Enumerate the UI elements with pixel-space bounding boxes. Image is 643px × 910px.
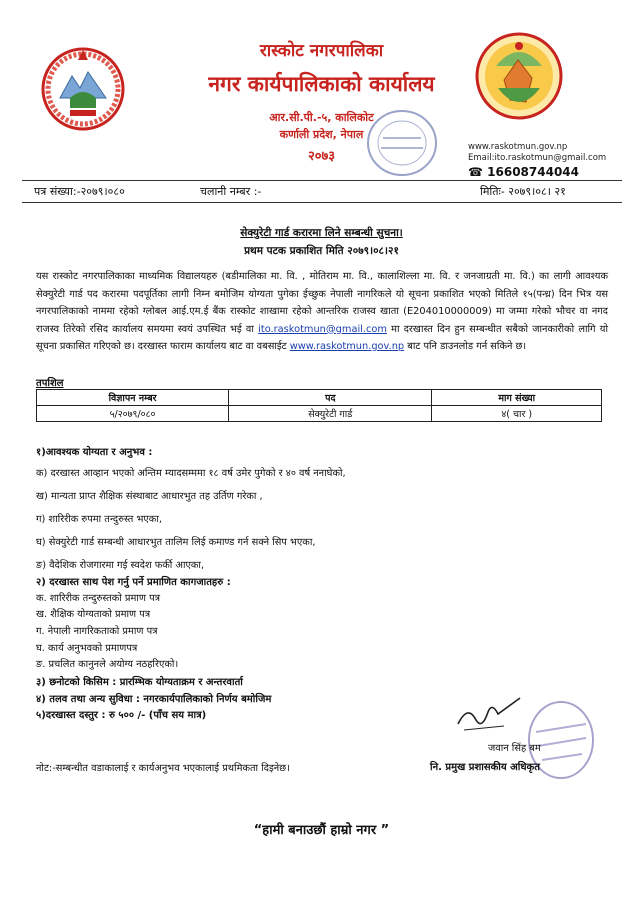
list-item: ङ. प्रचलित कानुनले अयोग्य नठहरिएको। — [36, 659, 179, 670]
footer-slogan: “हामी बनाउछौं हाम्रो नगर ” — [253, 823, 390, 838]
cell-ad-number: ५/२०७९/०८० — [37, 406, 229, 422]
table-row — [37, 406, 602, 422]
header-top-rule — [22, 180, 622, 181]
email-link[interactable]: ito.raskotmun@gmail.com — [258, 323, 387, 335]
phone-line — [468, 165, 579, 179]
office-name: नगर कार्यपालिकाको कार्यालय — [208, 72, 435, 96]
list-item: ग. नेपाली नागरिकताको प्रमाण पत्र — [36, 626, 158, 637]
phone-icon: ☎ — [468, 165, 483, 179]
list-item: क. शारिरीक तन्दुरुस्तको प्रमाण पत्र — [36, 593, 161, 604]
municipality-name: रास्कोट नगरपालिका — [259, 41, 384, 61]
list-item: ङ) वैदेशिक रोजगारमा गई स्वदेश फर्की आएका, — [36, 560, 205, 571]
signature-mark-icon — [454, 690, 524, 734]
office-province: कर्णाली प्रदेश, नेपाल — [279, 128, 364, 141]
phone-number: 16608744044 — [487, 165, 579, 179]
col-header-ad-number: विज्ञापन नम्बर — [37, 390, 229, 406]
signatory-name: जवान सिंह बम — [488, 743, 541, 754]
notice-subtitle: प्रथम पटक प्रकाशित मिति २०७९।०८।२१ — [244, 245, 399, 257]
selection-method: ३) छनोटको किसिम : प्रारम्भिक योग्यताक्रम र अन्तरवार्ता — [36, 677, 243, 688]
list-item: क) दरखास्त आव्हान भएको अन्तिम म्यादसम्ममा १८ वर्ष उमेर पुगेको र ४० वर्ष ननाघेको, — [36, 468, 346, 479]
salary-facility: ४) तलव तथा अन्य सुविधा : नगरकार्यपालिकाको निर्णय बमोजिम — [36, 694, 272, 705]
col-header-post: पद — [229, 390, 432, 406]
col-header-demand: माग संख्या — [432, 390, 602, 406]
email-text: Email:ito.raskotmun@gmail.com — [468, 153, 607, 163]
body-text-1: यस रास्कोट नगरपालिकाका माध्यमिक विद्यालयहरु (बडीमालिका मा. वि. , मोतिराम मा. वि., कालाशिल्ला मा. वि. र जनजाग्रती मा. वि.) का लागी आवश्यक सेक्युरेटी गार्ड पद करारमा पदपूर्तिका लागी निम्न बमोजिम योग्यता पुगेका ईच्छुक नेपाली नागरिकले यो सूचना प्रकाशित भएको मितिले १५(पन्ध्र) दिन भित्र यस नगरपालिकाको नाममा रहेको ग्लोबल आई.एम.ई बैंक रास्कोट शाखामा रहेको आन्तरिक राजस्व खाता (E204010000009) मा जम्मा गरेको भौचर वा नगद राजस्व तिरेको रसिद कार्यालय समयमा स्वयं उपस्थित भई वा — [36, 271, 608, 335]
list-item: घ) सेक्युरेटी गार्ड सम्बन्धी आधारभुत तालिम लिई कमाण्ड गर्न सक्ने सिप भएका, — [36, 537, 316, 548]
established-year: २०७३ — [307, 149, 336, 164]
body-text-2: मा दरखास्त दिन हुन सम्बन्धीत सबैको जानकारीको लागि यो सूचना प्रकासित गरिएको छ। दरखास्त फाराम कार्यालय बाट वा वबसाईट — [36, 323, 608, 352]
list-item: घ. कार्य अनुभवको प्रमाणपत्र — [36, 643, 138, 654]
list-item: ख) मान्यता प्राप्त शैक्षिक संस्थाबाट आधारभुत तह उर्तिण गरेका , — [36, 491, 263, 502]
signatory-designation: नि. प्रमुख प्रशासकीय अधिकृत — [430, 762, 540, 773]
documents-heading: २) दरखास्त साथ पेश गर्नु पर्ने प्रमाणित कागजातहरु : — [36, 577, 231, 588]
dispatch-number: चलानी नम्बर :- — [200, 185, 262, 198]
website-link[interactable]: www.raskotmun.gov.np — [289, 341, 405, 352]
letter-date: मितिः- २०७९।०८। २१ — [480, 185, 566, 198]
note-text: नोट:-सम्बन्धीत वडाकालाई र कार्यअनुभव भएकालाई प्रथमिकता दिइनेछ। — [36, 763, 290, 774]
list-item: ग) शारिरीक रुपमा तन्दुरुस्त भएका, — [36, 514, 162, 525]
website-text: www.raskotmun.gov.np — [468, 142, 568, 152]
list-item: ख. शैक्षिक योग्यताको प्रमाण पत्र — [36, 609, 151, 620]
letter-number: पत्र संख्या:-२०७९।०८० — [34, 185, 125, 198]
notice-body — [36, 268, 608, 356]
cell-demand: ४( चार ) — [432, 406, 602, 422]
office-address: आर.सी.पी.-५, कालिकोट — [269, 111, 374, 124]
table-header-row — [37, 390, 602, 406]
header-bottom-rule — [22, 202, 622, 203]
notice-title: सेक्युरेटी गार्ड करारमा लिने सम्बन्धी सुचना। — [240, 227, 403, 239]
body-text-3: बाट पनि डाउनलोड गर्न सकिने छ। — [404, 341, 527, 352]
qualification-heading: १)आवश्यक योग्यता र अनुभव : — [36, 447, 153, 458]
table-caption: तपशिल — [36, 378, 64, 389]
vacancy-table — [36, 389, 602, 422]
application-fee: ५)दरखास्त दस्तुर : रु ५०० /- (पाँच सय मात्र) — [36, 710, 207, 721]
cell-post: सेक्युरेटी गार्ड — [229, 406, 432, 422]
